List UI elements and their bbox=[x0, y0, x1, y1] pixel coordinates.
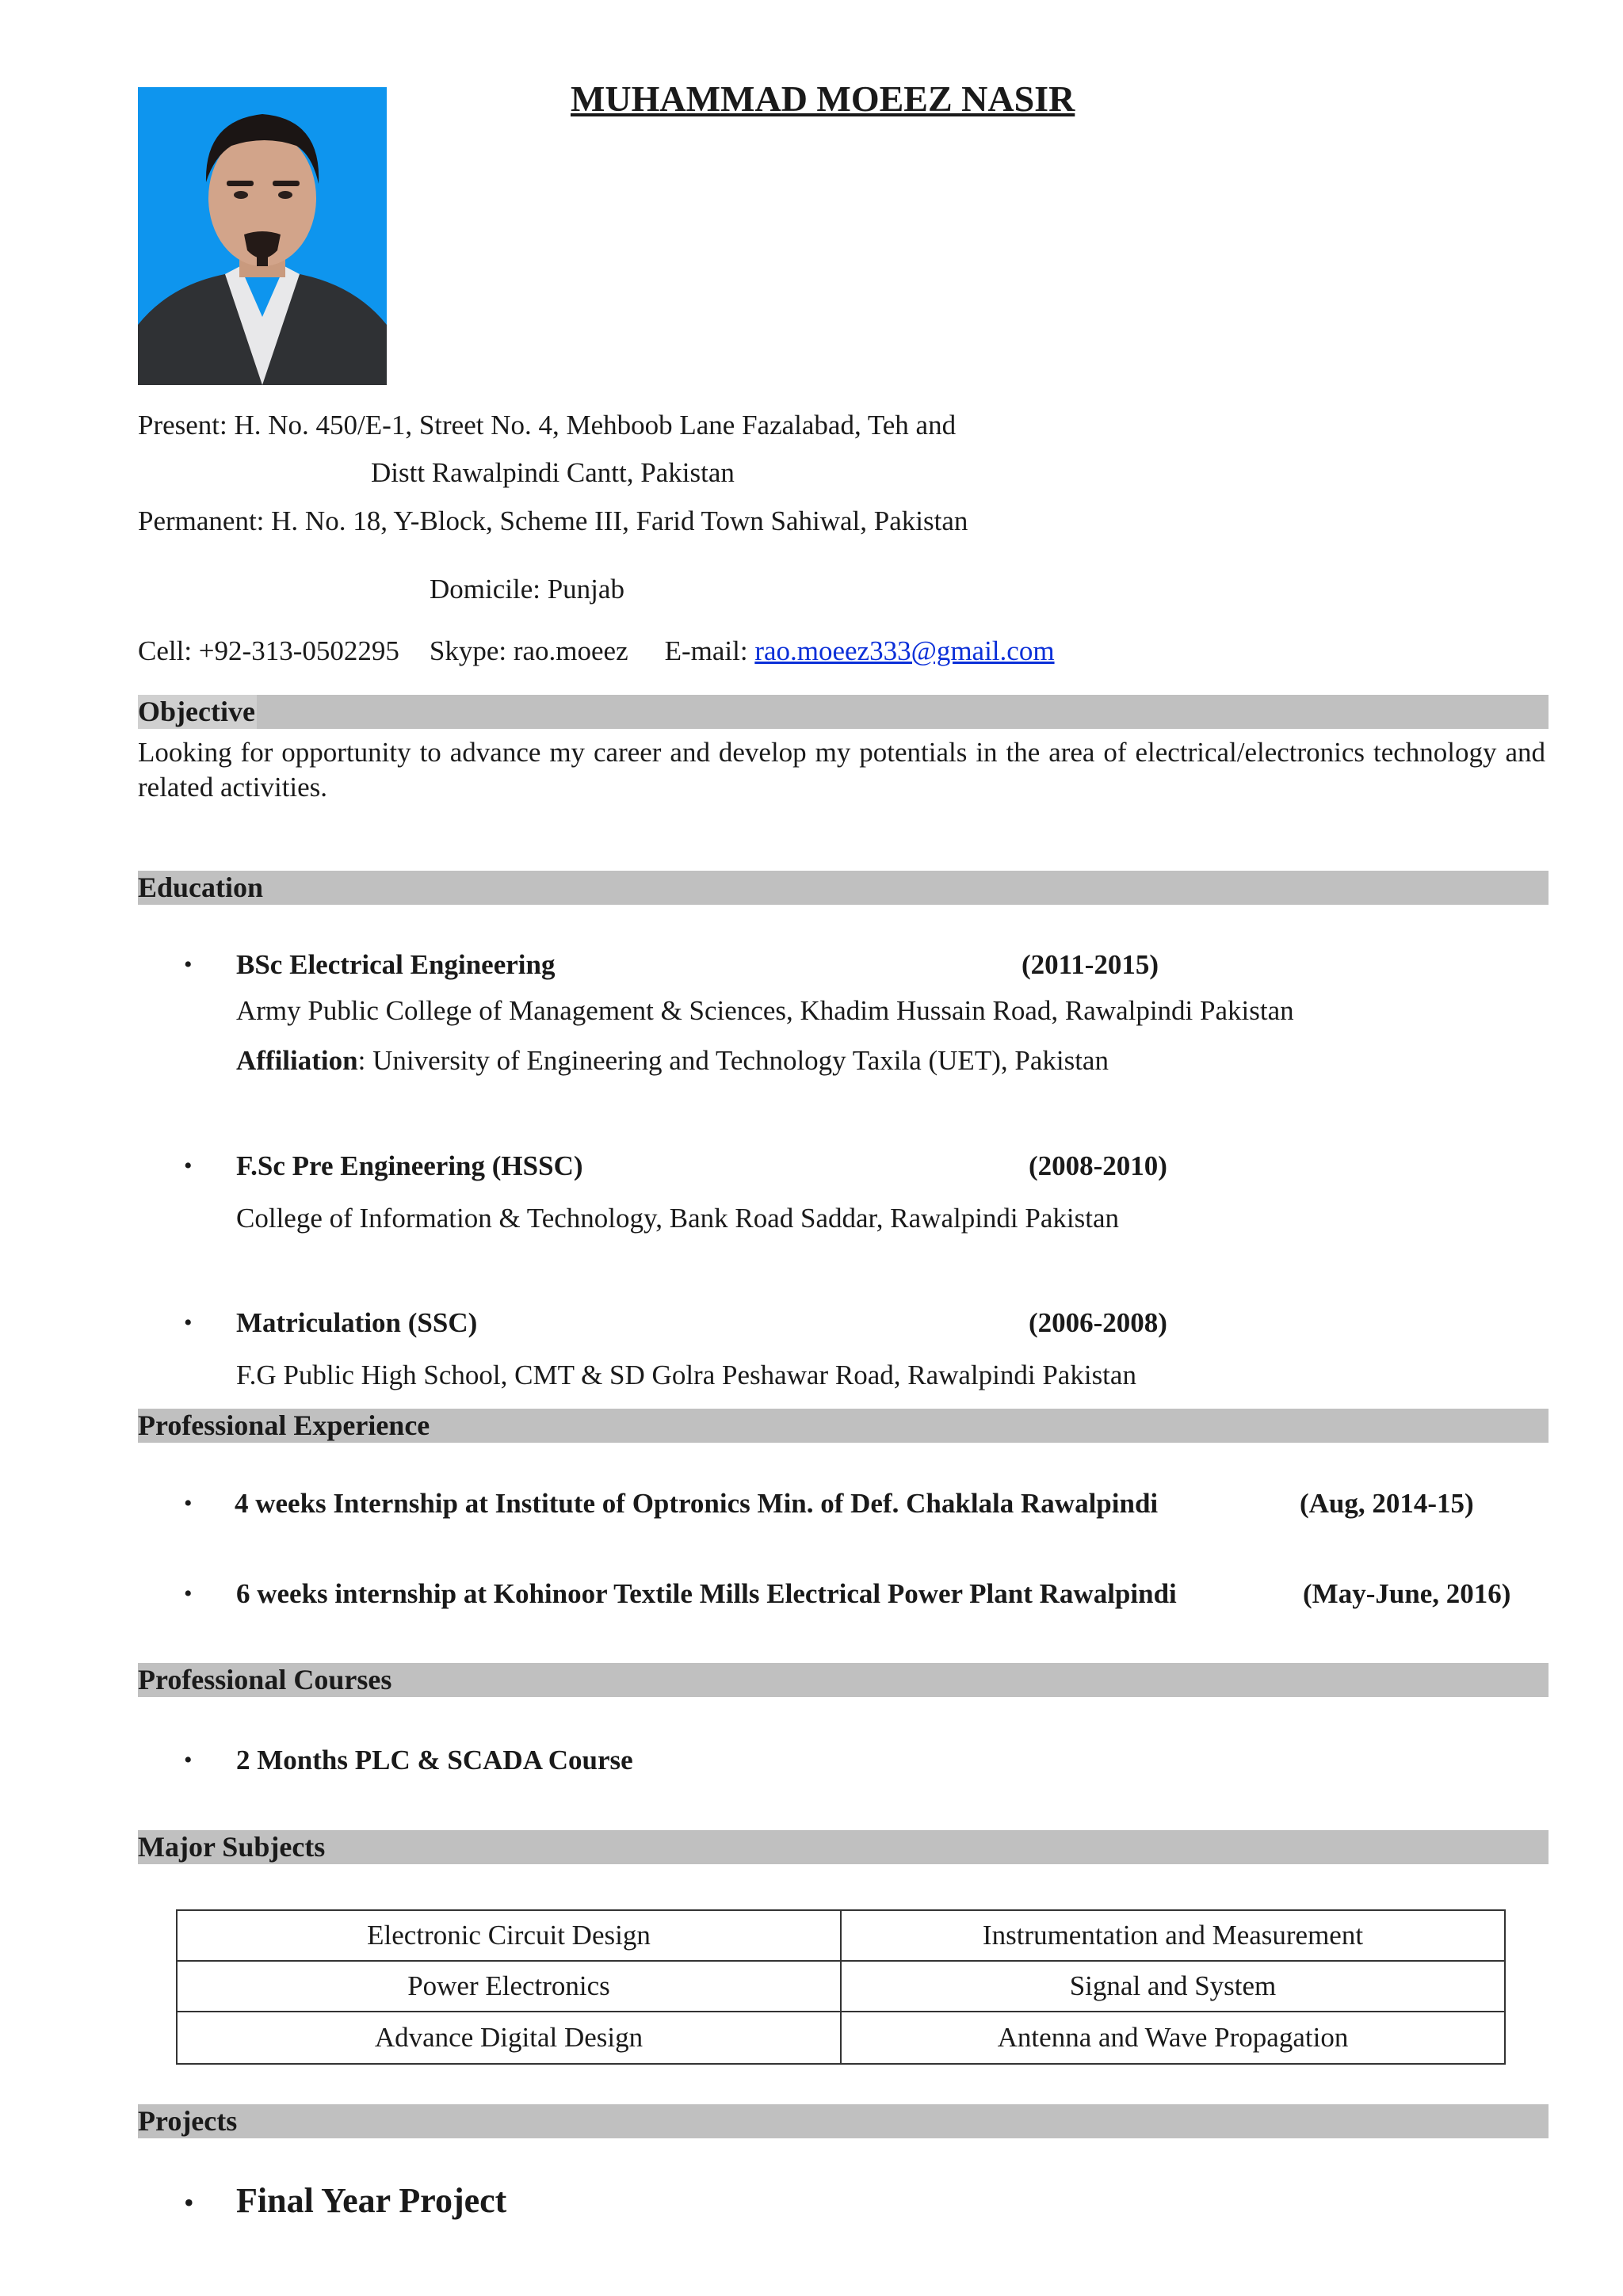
email-label: E-mail: bbox=[664, 635, 748, 666]
table-cell: Electronic Circuit Design bbox=[177, 1910, 841, 1961]
section-heading-experience: Professional Experience bbox=[138, 1409, 430, 1441]
education-institute: College of Information & Technology, Bank Road Saddar, Rawalpindi Pakistan bbox=[236, 1203, 1120, 1234]
affiliation-value: : University of Engineering and Technology Taxila (UET), Pakistan bbox=[357, 1045, 1109, 1076]
education-degree: BSc Electrical Engineering bbox=[236, 949, 556, 980]
education-years: (2011-2015) bbox=[1022, 949, 1159, 980]
portrait-image bbox=[138, 87, 387, 385]
domicile: Domicile: Punjab bbox=[430, 574, 624, 605]
table-cell: Power Electronics bbox=[177, 1961, 841, 2012]
experience-item: 6 weeks internship at Kohinoor Textile Mills Electrical Power Plant Rawalpindi bbox=[236, 1578, 1177, 1609]
table-row bbox=[177, 1961, 1505, 2012]
bullet-icon: • bbox=[184, 1490, 193, 1516]
contact-line bbox=[138, 634, 1055, 669]
education-degree: F.Sc Pre Engineering (HSSC) bbox=[236, 1150, 583, 1181]
table-cell: Antenna and Wave Propagation bbox=[841, 2012, 1505, 2064]
resume-name: MUHAMMAD MOEEZ NASIR bbox=[571, 78, 1075, 119]
bullet-icon: • bbox=[184, 952, 193, 978]
education-institute: F.G Public High School, CMT & SD Golra Peshawar Road, Rawalpindi Pakistan bbox=[236, 1360, 1136, 1390]
table-cell: Instrumentation and Measurement bbox=[841, 1910, 1505, 1961]
project-title: Final Year Project bbox=[236, 2181, 507, 2220]
subjects-table bbox=[176, 1909, 1506, 2065]
section-bar-courses bbox=[138, 1663, 1549, 1697]
table-row bbox=[177, 2012, 1505, 2064]
affiliation-label: Affiliation bbox=[236, 1045, 358, 1076]
education-degree: Matriculation (SSC) bbox=[236, 1307, 478, 1338]
section-bar-projects bbox=[138, 2104, 1549, 2138]
profile-photo bbox=[138, 87, 387, 385]
section-bar-experience bbox=[138, 1409, 1549, 1443]
bullet-icon: • bbox=[184, 1581, 193, 1607]
section-heading-objective: Objective bbox=[138, 696, 255, 727]
table-cell: Signal and System bbox=[841, 1961, 1505, 2012]
skype-id: Skype: rao.moeez bbox=[429, 635, 628, 666]
section-heading-courses: Professional Courses bbox=[138, 1664, 392, 1695]
experience-date: (Aug, 2014-15) bbox=[1300, 1488, 1474, 1519]
email-link[interactable]: rao.moeez333@gmail.com bbox=[754, 635, 1055, 666]
education-years: (2008-2010) bbox=[1029, 1150, 1167, 1181]
objective-text: Looking for opportunity to advance my career and develop my potentials in the area of electrical/electronics technology and related activities. bbox=[138, 737, 1545, 803]
experience-date: (May-June, 2016) bbox=[1303, 1578, 1511, 1609]
section-bar-education bbox=[138, 871, 1549, 905]
present-address-line2: Distt Rawalpindi Cantt, Pakistan bbox=[371, 457, 735, 488]
present-address-line1: Present: H. No. 450/E-1, Street No. 4, Mehboob Lane Fazalabad, Teh and bbox=[138, 410, 957, 441]
bullet-icon: • bbox=[184, 2187, 194, 2218]
education-years: (2006-2008) bbox=[1029, 1307, 1167, 1338]
experience-item: 4 weeks Internship at Institute of Optronics Min. of Def. Chaklala Rawalpindi bbox=[235, 1488, 1159, 1519]
table-cell: Advance Digital Design bbox=[177, 2012, 841, 2064]
section-bar-objective bbox=[138, 695, 1549, 729]
permanent-address: Permanent: H. No. 18, Y-Block, Scheme III, Farid Town Sahiwal, Pakistan bbox=[138, 505, 968, 536]
education-institute: Army Public College of Management & Sciences, Khadim Hussain Road, Rawalpindi Pakistan bbox=[236, 995, 1294, 1026]
section-heading-education: Education bbox=[138, 871, 264, 903]
course-item: 2 Months PLC & SCADA Course bbox=[236, 1745, 633, 1775]
table-row bbox=[177, 1910, 1505, 1961]
cell-number: Cell: +92-313-0502295 bbox=[138, 635, 399, 666]
section-heading-subjects: Major Subjects bbox=[138, 1831, 326, 1863]
bullet-icon: • bbox=[184, 1153, 193, 1179]
bullet-icon: • bbox=[184, 1310, 193, 1336]
bullet-icon: • bbox=[184, 1747, 193, 1773]
education-affiliation bbox=[236, 1043, 1109, 1078]
section-bar-subjects bbox=[138, 1830, 1549, 1864]
section-heading-projects: Projects bbox=[138, 2105, 238, 2137]
